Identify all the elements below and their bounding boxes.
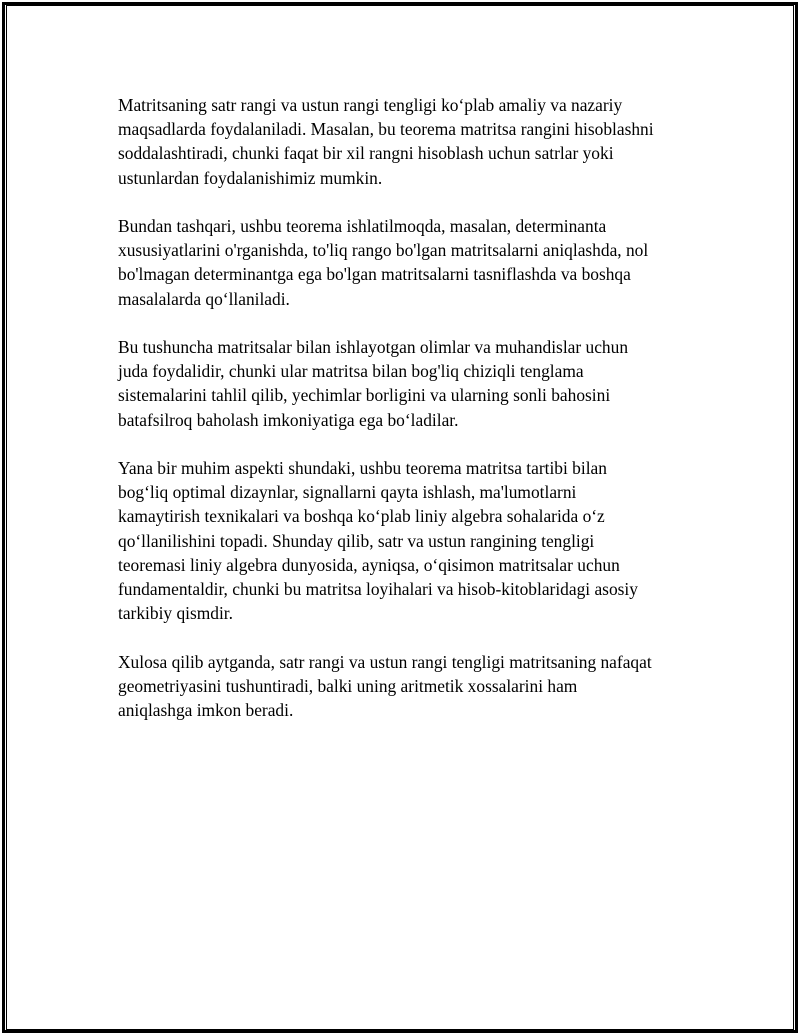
- document-body: [118, 93, 698, 746]
- paragraph-1: Matritsaning satr rangi va ustun rangi tengligi ko‘plab amaliy va nazariy maqsadlarda foydalaniladi. Masalan, bu teorema matritsa rangini hisoblashni soddalashtiradi, chunki faqat bir xil rangni hisoblash uchun satrlar yoki ustunlardan foydalanishimiz mumkin.: [118, 95, 654, 188]
- paragraph-3: Bu tushuncha matritsalar bilan ishlayotgan olimlar va muhandislar uchun juda foydalidir, chunki ular matritsa bilan bog'liq chiziqli tenglama sistemalarini tahlil qilib, yechimlar borligini va ularning sonli bahosini batafsilroq baholash imkoniyatiga ega bo‘ladilar.: [118, 337, 629, 430]
- paragraph-2: Bundan tashqari, ushbu teorema ishlatilmoqda, masalan, determinanta xususiyatlarini o'rganishda, to'liq rango bo'lgan matritsalarni aniqlashda, nol bo'lmagan determinantga ega bo'lgan matritsalarni tasniflashda va boshqa masalalarda qo‘llaniladi.: [118, 216, 649, 309]
- paragraph-4: Yana bir muhim aspekti shundaki, ushbu teorema matritsa tartibi bilan bog‘liq optimal dizaynlar, signallarni qayta ishlash, ma'lumotlarni kamaytirish texnikalari va boshqa ko‘plab liniy algebra sohalarida o‘z qo‘llanilishini topadi. Shunday qilib, satr va ustun rangining tengligi teoremasi liniy algebra dunyosida, ayniqsa, o‘qisimon matritsalar uchun fundamentaldir, chunki bu matritsa loyihalari va hisob-kitoblaridagi asosiy tarkibiy qismdir.: [118, 458, 638, 624]
- paragraph-5: Xulosa qilib aytganda, satr rangi va ustun rangi tengligi matritsaning nafaqat geometriyasini tushuntiradi, balki uning aritmetik xossalarini ham aniqlashga imkon beradi.: [118, 651, 652, 721]
